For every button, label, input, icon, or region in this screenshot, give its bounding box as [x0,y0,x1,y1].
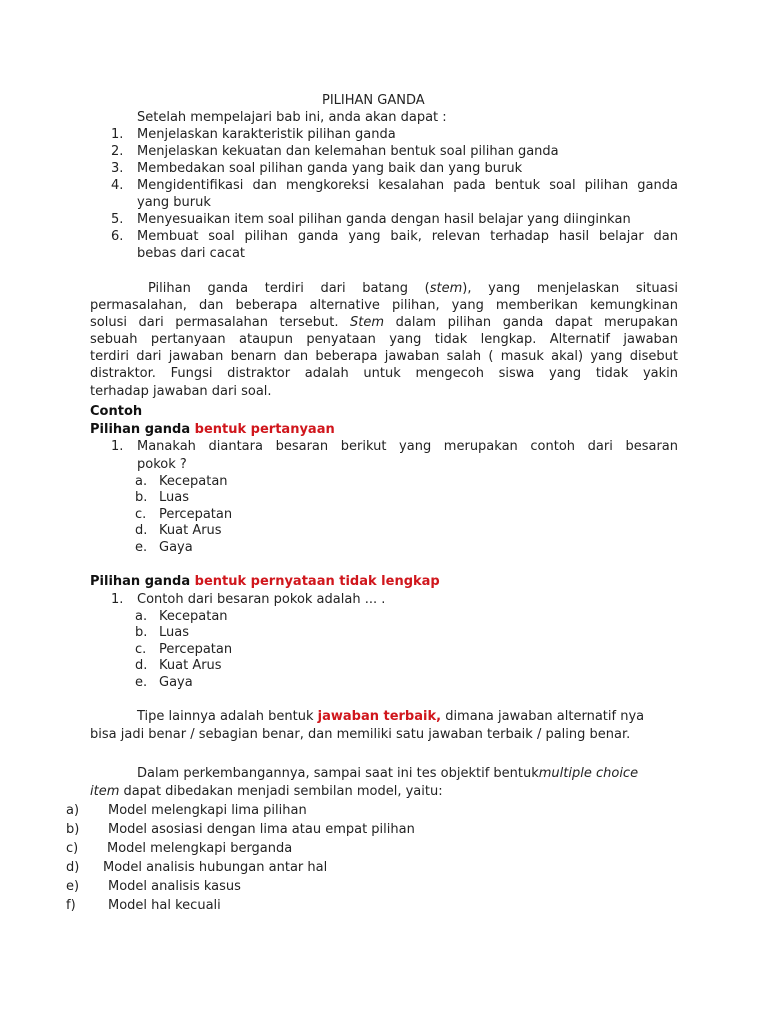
highlight-text: bentuk pertanyaan [194,422,335,437]
option-text: Kuat Arus [159,523,222,538]
paragraph-line [137,708,644,725]
example-subheading [90,573,440,590]
item-text: Mengidentifikasi dan mengkoreksi kesalahan pada bentuk soal pilihan ganda [137,178,678,193]
text: Pilihan ganda [90,422,195,437]
question-text-continued: pokok ? [137,457,187,472]
example-subheading [90,421,335,438]
paragraph-line: bisa jadi benar / sebagian benar, dan memiliki satu jawaban terbaik / paling benar. [90,727,631,742]
option-text: Percepatan [159,642,233,657]
option-text: Kecepatan [159,474,228,489]
highlight-text: bentuk pernyataan tidak lengkap [194,574,440,589]
question [111,591,386,608]
item-number: 5. [111,212,124,227]
item-text-continued: yang buruk [137,195,211,210]
italic-term: stem [429,281,463,296]
text: dimana jawaban alternatif nya [441,709,645,724]
list-item [111,228,678,245]
list-item [111,126,396,143]
item-text: Model asosiasi dengan lima atau empat pilihan [108,822,415,837]
item-letter: b) [66,822,80,837]
option-letter: b. [135,625,148,640]
text: Tipe lainnya adalah bentuk [137,709,318,724]
italic-term: multiple choice [538,766,639,781]
text: Pilihan ganda terdiri dari batang ( [148,281,430,296]
list-item [66,821,415,838]
option [135,473,228,490]
item-text: Model analisis hubungan antar hal [103,860,328,875]
list-item [111,177,678,194]
italic-term: item [90,784,120,799]
question-text: Contoh dari besaran pokok adalah ... . [137,592,386,607]
text: Pilihan ganda [90,574,195,589]
item-text: Membuat soal pilihan ganda yang baik, relevan terhadap hasil belajar dan [137,229,678,244]
item-text: Model melengkapi lima pilihan [108,803,307,818]
item-number: 2. [111,144,124,159]
option-letter: c. [135,642,147,657]
item-text: Model analisis kasus [108,879,241,894]
option-letter: b. [135,490,148,505]
item-number: 4. [111,178,124,193]
question-number: 1. [111,592,124,607]
item-text-continued: bebas dari cacat [137,246,246,261]
option-text: Gaya [159,540,193,555]
option [135,657,222,674]
option-text: Kuat Arus [159,658,222,673]
option [135,522,222,539]
paragraph-line [148,280,678,297]
intro-text: Setelah mempelajari bab ini, anda akan dapat : [137,110,447,125]
list-item [66,802,307,819]
paragraph-line: distraktor. Fungsi distraktor adalah untuk mengecoh siswa yang tidak yakin [90,366,678,381]
item-letter: f) [66,898,76,913]
list-item [66,878,241,895]
option [135,608,228,625]
list-item [66,840,293,857]
item-text: Menyesuaikan item soal pilihan ganda dengan hasil belajar yang diinginkan [137,212,631,227]
option-letter: a. [135,474,148,489]
question [111,438,678,455]
item-text: Menjelaskan kekuatan dan kelemahan bentuk soal pilihan ganda [137,144,559,159]
item-text: Model hal kecuali [108,898,221,913]
question-number: 1. [111,439,124,454]
highlight-text: jawaban terbaik, [317,709,442,724]
item-letter: d) [66,860,80,875]
paragraph-line [90,314,678,331]
option-text: Gaya [159,675,193,690]
list-item [111,143,559,160]
option [135,489,189,506]
option-letter: d. [135,523,148,538]
list-item [111,211,631,228]
option-letter: a. [135,609,148,624]
text: Dalam perkembangannya, sampai saat ini tes objektif bentuk [137,766,539,781]
example-heading: Contoh [90,404,143,419]
paragraph-line: terdiri dari jawaban benarn dan beberapa jawaban salah ( masuk akal) yang disebut [90,349,678,364]
page-title: PILIHAN GANDA [322,93,425,108]
paragraph-line: terhadap jawaban dari soal. [90,384,272,399]
item-text: Membedakan soal pilihan ganda yang baik dan yang buruk [137,161,523,176]
text: dalam pilihan ganda dapat merupakan [384,315,678,330]
paragraph-line [90,783,443,800]
item-number: 1. [111,127,124,142]
italic-term: Stem [350,315,385,330]
option-text: Kecepatan [159,609,228,624]
option-text: Luas [159,625,189,640]
paragraph-line: sebuah pertanyaan ataupun penyataan yang tidak lengkap. Alternatif jawaban [90,332,678,347]
option [135,641,233,658]
item-text: Model melengkapi berganda [107,841,293,856]
list-item [66,859,328,876]
option-letter: d. [135,658,148,673]
option [135,539,193,556]
question-text: Manakah diantara besaran berikut yang merupakan contoh dari besaran [137,439,678,454]
option-letter: e. [135,540,148,555]
paragraph-line: permasalahan, dan beberapa alternative pilihan, yang memberikan kemungkinan [90,298,678,313]
option-text: Luas [159,490,189,505]
option [135,624,189,641]
text: ), yang menjelaskan situasi [462,281,678,296]
item-letter: a) [66,803,80,818]
option-letter: c. [135,507,147,522]
option [135,674,193,691]
item-letter: e) [66,879,80,894]
option-letter: e. [135,675,148,690]
list-item [111,160,523,177]
text: solusi dari permasalahan tersebut. [90,315,351,330]
option-text: Percepatan [159,507,233,522]
item-letter: c) [66,841,79,856]
item-number: 6. [111,229,124,244]
paragraph-line [137,765,638,782]
item-text: Menjelaskan karakteristik pilihan ganda [137,127,396,142]
option [135,506,233,523]
item-number: 3. [111,161,124,176]
list-item [66,897,221,914]
text: dapat dibedakan menjadi sembilan model, yaitu: [119,784,443,799]
